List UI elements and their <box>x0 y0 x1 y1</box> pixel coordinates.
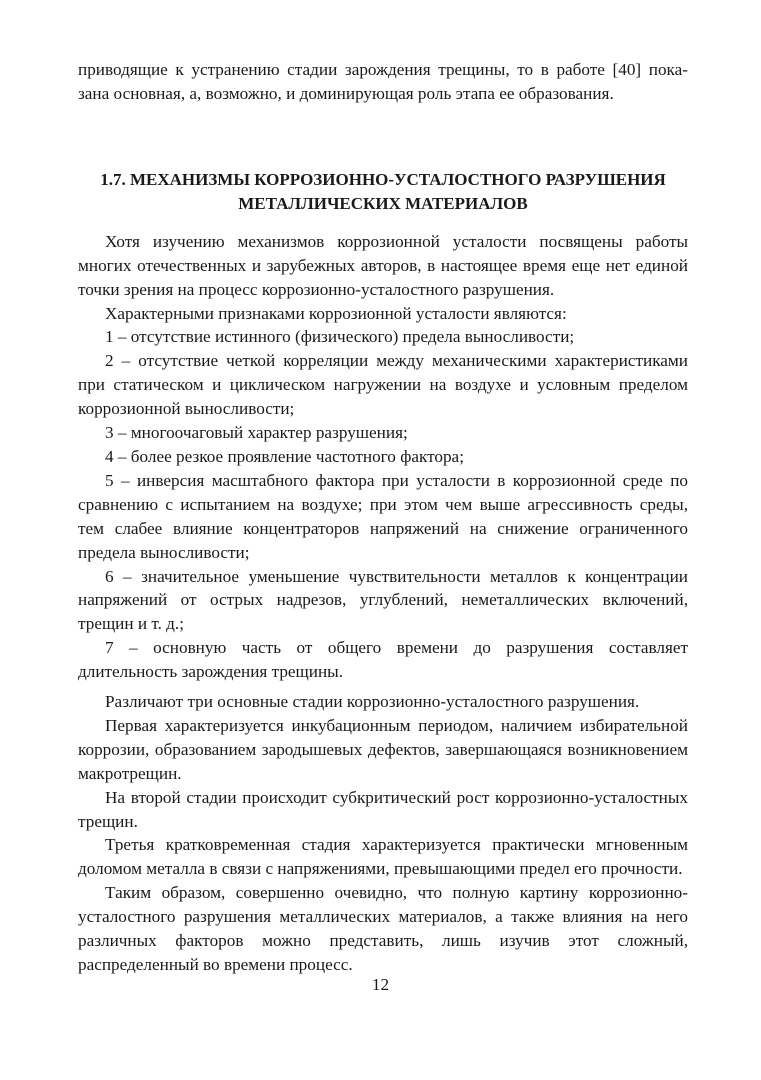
list-item-6: 6 – значительное уменьшение чувствительности металлов к концентрации напряжений от острых надрезов, углублений, неметаллических включений, трещин и т. д.; <box>78 566 688 634</box>
paragraph-intro-mechanisms: Хотя изучению механизмов коррозионной усталости посвящены работы многих отечественных и зарубежных авторов, в настоящее время еще нет единой точки зрения на процесс коррозионно-усталостного разрушения. <box>78 231 688 299</box>
page-number: 12 <box>371 975 390 994</box>
list-item-3: 3 – многоочаговый характер разрушения; <box>105 423 408 443</box>
page-body <box>78 58 688 977</box>
paragraph-stage-2: На второй стадии происходит субкритический рост коррозионно-усталостных трещин. <box>78 787 688 831</box>
list-item-2: 2 – отсутствие четкой корреляции между механическими характеристиками при статическом и циклическом нагружении на воздухе и условным пределом коррозионной выносливости; <box>78 351 688 419</box>
list-item-4: 4 – более резкое проявление частотного фактора; <box>105 446 464 466</box>
intro-paragraph <box>78 58 688 106</box>
intro-line-2: зана основная, а, возможно, и доминирующая роль этапа ее образования. <box>78 83 614 103</box>
section-heading <box>78 168 688 216</box>
paragraph-three-stages: Различают три основные стадии коррозионно-усталостного разрушения. <box>105 692 640 712</box>
paragraph-stage-1: Первая характеризуется инкубационным периодом, наличием избирательной коррозии, образованием зародышевых дефектов, завершающаяся возникновением макротрещин. <box>78 715 688 783</box>
paragraph-features-lead: Характерными признаками коррозионной усталости являются: <box>105 303 567 323</box>
list-item-5: 5 – инверсия масштабного фактора при усталости в коррозионной среде по сравнению с испытанием на воздухе; при этом чем выше агрессивность среды, тем слабее влияние концентраторов напряжений на снижение ограниченного предела выносливости; <box>78 470 688 562</box>
intro-line-1: приводящие к устранению стадии зарождения трещины, то в работе [40] пока- <box>78 60 688 79</box>
list-item-7: 7 – основную часть от общего времени до разрушения составляет длительность зарождения трещины. <box>78 638 688 682</box>
paragraph-conclusion: Таким образом, совершенно очевидно, что полную картину коррозионно-усталостного разрушения металлических материалов, а также влияния на него различных факторов можно представить, лишь изучив этот сложный, распределенный во времени процесс. <box>78 883 688 974</box>
section-heading-line-2: МЕТАЛЛИЧЕСКИХ МАТЕРИАЛОВ <box>238 193 528 213</box>
list-item-1: 1 – отсутствие истинного (физического) предела выносливости; <box>105 327 575 347</box>
section-heading-line-1: 1.7. МЕХАНИЗМЫ КОРРОЗИОННО-УСТАЛОСТНОГО РАЗРУШЕНИЯ <box>100 169 666 189</box>
paragraph-stage-3: Третья кратковременная стадия характеризуется практически мгновенным доломом металла в связи с напряжениями, превышающими предел его прочности. <box>78 835 688 879</box>
